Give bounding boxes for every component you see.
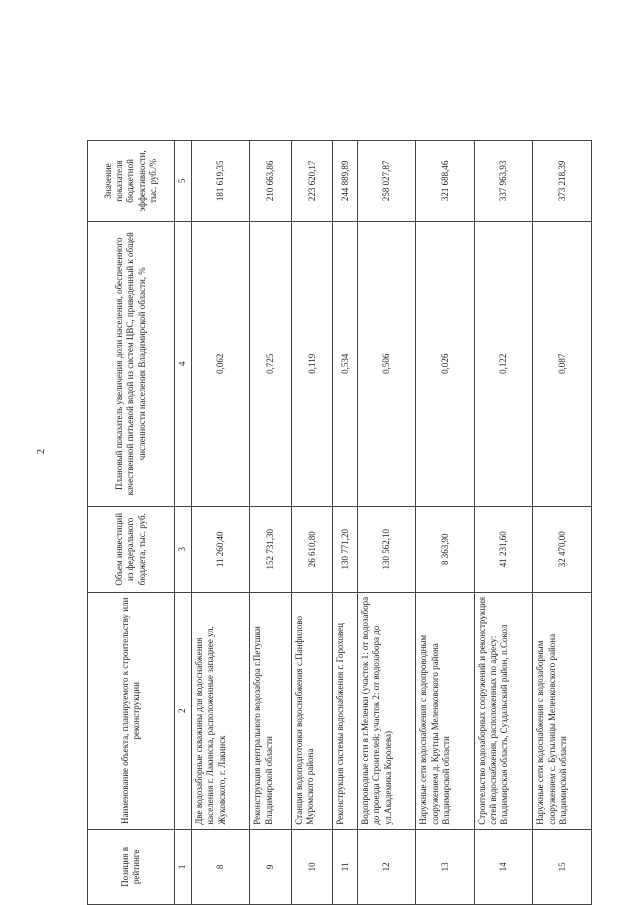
- header-object-name: Наименование объекта, планируемого к строительству или реконструкции: [88, 592, 175, 829]
- position-cell: 8: [192, 829, 250, 904]
- population-share-cell: 0,062: [192, 221, 250, 506]
- investment-cell: 11 260,40: [192, 506, 250, 592]
- efficiency-cell: 181 619,35: [192, 141, 250, 222]
- object-name-cell: Водопроводные сети в г.Меленки (участок 1: от водозабора до проезда Строителей; участок 2: от водозабора до ул.Академика Королева): [358, 592, 416, 829]
- population-share-cell: 0,119: [291, 221, 333, 506]
- population-share-cell: 0,026: [416, 221, 474, 506]
- investment-cell: 152 731,30: [250, 506, 292, 592]
- table-row: [192, 141, 250, 905]
- rotated-table-sheet: [87, 140, 592, 905]
- position-cell: 12: [358, 829, 416, 904]
- table-row: [358, 141, 416, 905]
- investment-cell: 26 610,80: [291, 506, 333, 592]
- column-number: 3: [175, 506, 192, 592]
- efficiency-cell: 258 027,87: [358, 141, 416, 222]
- object-name-cell: Реконструкция центрального водозабора г.Петушки Владимирской области: [250, 592, 292, 829]
- header-population-share: Плановый показатель увеличения доли населения, обеспеченного качественной питьевой водой из систем ЦВС, приведенный к общей численности населения Владимирской области, %: [88, 221, 175, 506]
- table-row: [250, 141, 292, 905]
- efficiency-cell: 337 963,93: [474, 141, 532, 222]
- efficiency-cell: 244 889,89: [333, 141, 358, 222]
- efficiency-cell: 373 218,39: [533, 141, 592, 222]
- header-investment: Объем инвестиций из федерального бюджета, тыс. руб.: [88, 506, 175, 592]
- table-row: [474, 141, 532, 905]
- column-number: 4: [175, 221, 192, 506]
- investment-cell: 130 771,20: [333, 506, 358, 592]
- object-name-cell: Две водозаборные скважины для водоснабжения населения г. Лакинска, расположенные западнее ул. Жуковского, г. Лакинск: [192, 592, 250, 829]
- population-share-cell: 0,122: [474, 221, 532, 506]
- page-number: 2: [36, 449, 47, 454]
- position-cell: 15: [533, 829, 592, 904]
- investment-cell: 130 562,10: [358, 506, 416, 592]
- table-row: [416, 141, 474, 905]
- population-share-cell: 0,534: [333, 221, 358, 506]
- position-cell: 13: [416, 829, 474, 904]
- column-number: 1: [175, 829, 192, 904]
- rating-table: [87, 140, 592, 905]
- position-cell: 10: [291, 829, 333, 904]
- header-position: Позиция в рейтинге: [88, 829, 175, 904]
- population-share-cell: 0,506: [358, 221, 416, 506]
- investment-cell: 41 231,60: [474, 506, 532, 592]
- efficiency-cell: 321 688,46: [416, 141, 474, 222]
- table-row: [291, 141, 333, 905]
- population-share-cell: 0,725: [250, 221, 292, 506]
- header-efficiency: Значение показателя бюджетной эффективности, тыс. руб./%: [88, 141, 175, 222]
- column-number: 5: [175, 141, 192, 222]
- object-name-cell: Станция водоподготовки водоснабжения с.Панфилово Муромского района: [291, 592, 333, 829]
- table-row: [333, 141, 358, 905]
- object-name-cell: Наружные сети водоснабжения с водозаборным сооружением с. Бутылицы Меленковского района Владимирской области: [533, 592, 592, 829]
- investment-cell: 8 363,90: [416, 506, 474, 592]
- efficiency-cell: 210 663,86: [250, 141, 292, 222]
- population-share-cell: 0,087: [533, 221, 592, 506]
- object-name-cell: Реконструкция системы водоснабжения г. Гороховец: [333, 592, 358, 829]
- position-cell: 9: [250, 829, 292, 904]
- investment-cell: 32 470,00: [533, 506, 592, 592]
- object-name-cell: Наружные сети водоснабжения с водопроводным сооружением д. Крутцы Меленковского района Владимирской области: [416, 592, 474, 829]
- efficiency-cell: 223 620,17: [291, 141, 333, 222]
- table-row: [533, 141, 592, 905]
- position-cell: 14: [474, 829, 532, 904]
- object-name-cell: Строительство водозаборных сооружений и реконструкция сетей водоснабжения, расположенных по адресу: Владимирская область, Суздальский район, п.Сокол: [474, 592, 532, 829]
- position-cell: 11: [333, 829, 358, 904]
- column-number: 2: [175, 592, 192, 829]
